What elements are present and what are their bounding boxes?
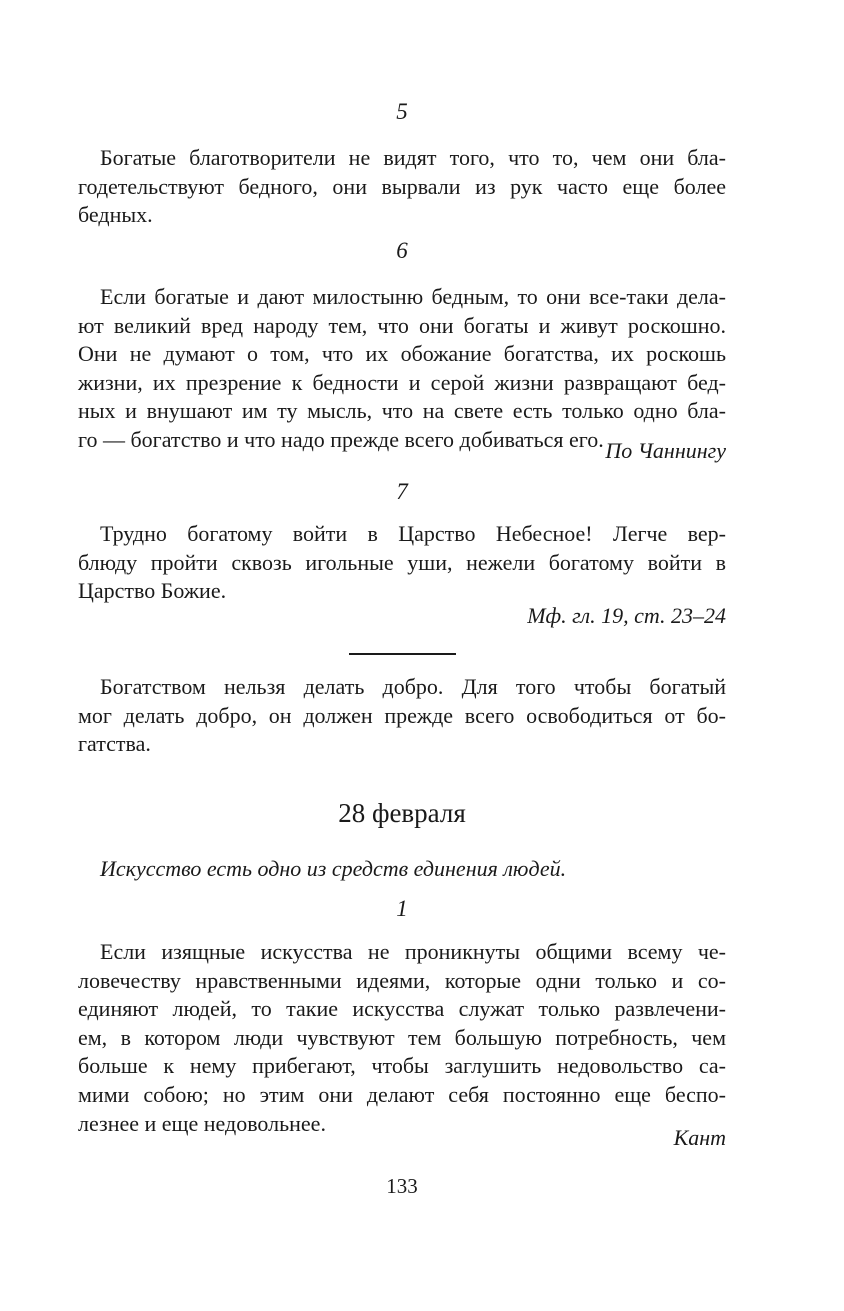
text-line: ем, в котором люди чувствуют тем большую потребность, чем: [78, 1024, 726, 1050]
paragraph-section-5: [78, 144, 726, 230]
text-line: блюду пройти сквозь игольные уши, нежели богатому войти в: [78, 549, 726, 575]
text-line: ловечеству нравственными идеями, которые одни только и со-: [78, 967, 726, 993]
text-line: годетельствуют бедного, они вырвали из рук часто еще более: [78, 173, 726, 199]
text-line: ют великий вред народу тем, что они богаты и живут роскошно.: [78, 312, 726, 338]
text-line: Они не думают о том, что их обожание богатства, их роскошь: [78, 341, 726, 367]
section-number-1: 1: [396, 896, 408, 921]
text-line: Богатые благотворители не видят того, что то, чем они бла-: [100, 145, 726, 170]
text-line: жизни, их презрение к бедности и серой жизни развращают бед-: [78, 369, 726, 395]
text-line: Царство Божие.: [78, 578, 227, 604]
section-divider: [349, 653, 456, 655]
attribution-matthew: Мф. гл. 19, ст. 23–24: [527, 603, 726, 628]
date-heading: 28 февраля: [338, 798, 466, 828]
text-line: Богатством нельзя делать добро. Для того чтобы богатый: [100, 674, 726, 699]
text-line: мими собою; но этим они делают себя постоянно еще беспо-: [78, 1081, 726, 1107]
section-number-7: 7: [396, 479, 408, 504]
text-line: го — богатство и что надо прежде всего добиваться его.: [78, 426, 604, 452]
paragraph-section-1: [78, 938, 726, 1138]
text-line: Трудно богатому войти в Царство Небесное! Легче вер-: [100, 521, 726, 546]
section-number-6: 6: [396, 238, 408, 263]
text-line: мог делать добро, он должен прежде всего освободиться от бо-: [78, 702, 726, 728]
text-line: ных и внушают им ту мысль, что на свете есть только одно бла-: [78, 398, 726, 424]
paragraph-section-7: [78, 520, 726, 606]
text-line: бедных.: [78, 202, 153, 228]
day-epigraph: Искусство есть одно из средств единения людей.: [100, 856, 567, 881]
text-line: гатства.: [78, 731, 151, 757]
page-number: 133: [386, 1174, 418, 1198]
text-line: Если богатые и дают милостыню бедным, то они все-таки дела-: [100, 284, 726, 309]
attribution-kant: Кант: [673, 1125, 726, 1150]
section-number-5: 5: [396, 99, 408, 124]
attribution-channing: По Чаннингу: [605, 438, 726, 463]
text-line: больше к нему прибегают, чтобы заглушить недовольство са-: [78, 1053, 726, 1079]
paragraph-closing: [78, 673, 726, 759]
text-line: Если изящные искусства не проникнуты общими всему че-: [100, 939, 726, 964]
paragraph-section-6: [78, 283, 726, 455]
text-line: единяют людей, то такие искусства служат только развлечени-: [78, 996, 726, 1022]
text-line: лезнее и еще недовольнее.: [78, 1110, 326, 1136]
